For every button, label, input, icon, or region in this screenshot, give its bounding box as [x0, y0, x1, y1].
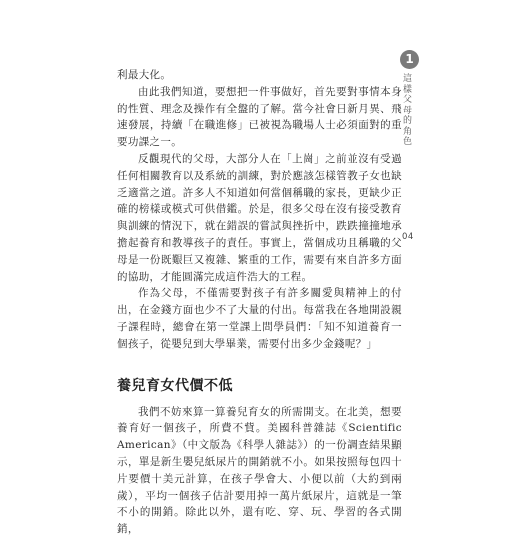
- paragraph-5: 我們不妨來算一算養兒育女的所需開支。在北美，想要養育好一個孩子，所費不貲。美國科普雜誌《Scientific American》（中文版為《科學人雜誌》）的一份調查結果顯示，單是新生嬰兒紙尿片的開銷就不小。如果按照每包四十片要價十美元計算，在孩子學會大、小便以前（大約到兩歲），平均一個孩子估計要用掉一萬片紙尿片，這就是一筆不小的開銷。除此以外，還有吃、穿、玩、學習的各式開銷，: [117, 405, 402, 536]
- body-text: [117, 67, 402, 538]
- paragraph-1: 利最大化。: [117, 69, 172, 81]
- paragraph-2: 由此我們知道，要想把一件事做好，首先要對事情本身的性質、理念及操作有全盤的了解。當今社會日新月異、飛速發展，持續「在職進修」已被視為職場人士必須面對的重要功課之一。: [117, 85, 402, 149]
- chapter-badge: 1: [400, 50, 419, 69]
- page-number: 04: [402, 232, 414, 242]
- paragraph-4: 作為父母，不僅需要對孩子有許多關愛與精神上的付出，在金錢方面也少不了大量的付出。每當我在各地開設親子課程時，總會在第一堂課上問學員們：「知不知道養育一個孩子，從嬰兒到大學畢業，需要付出多少金錢呢？」: [117, 287, 402, 350]
- section-heading: 養兒育女代價不低: [117, 377, 233, 394]
- chapter-title: 這樣父母的角色: [403, 74, 413, 147]
- paragraph-3: 反觀現代的父母，大部分人在「上崗」之前並沒有受過任何相關教育以及系統的訓練，對於應該怎樣管教子女也缺乏適當之道。許多人不知道如何當個稱職的家長，更缺少正確的榜樣或模式可供借鑑。於是，很多父母在沒有接受教育與訓練的情況下，就在錯誤的嘗試與挫折中，跌跌撞撞地承擔起養育和教導孩子的責任。事實上，當個成功且稱職的父母是一份既艱巨又複雜、繁重的工作，需要有來自許多方面的協助，才能圓滿完成這件浩大的工程。: [117, 152, 402, 283]
